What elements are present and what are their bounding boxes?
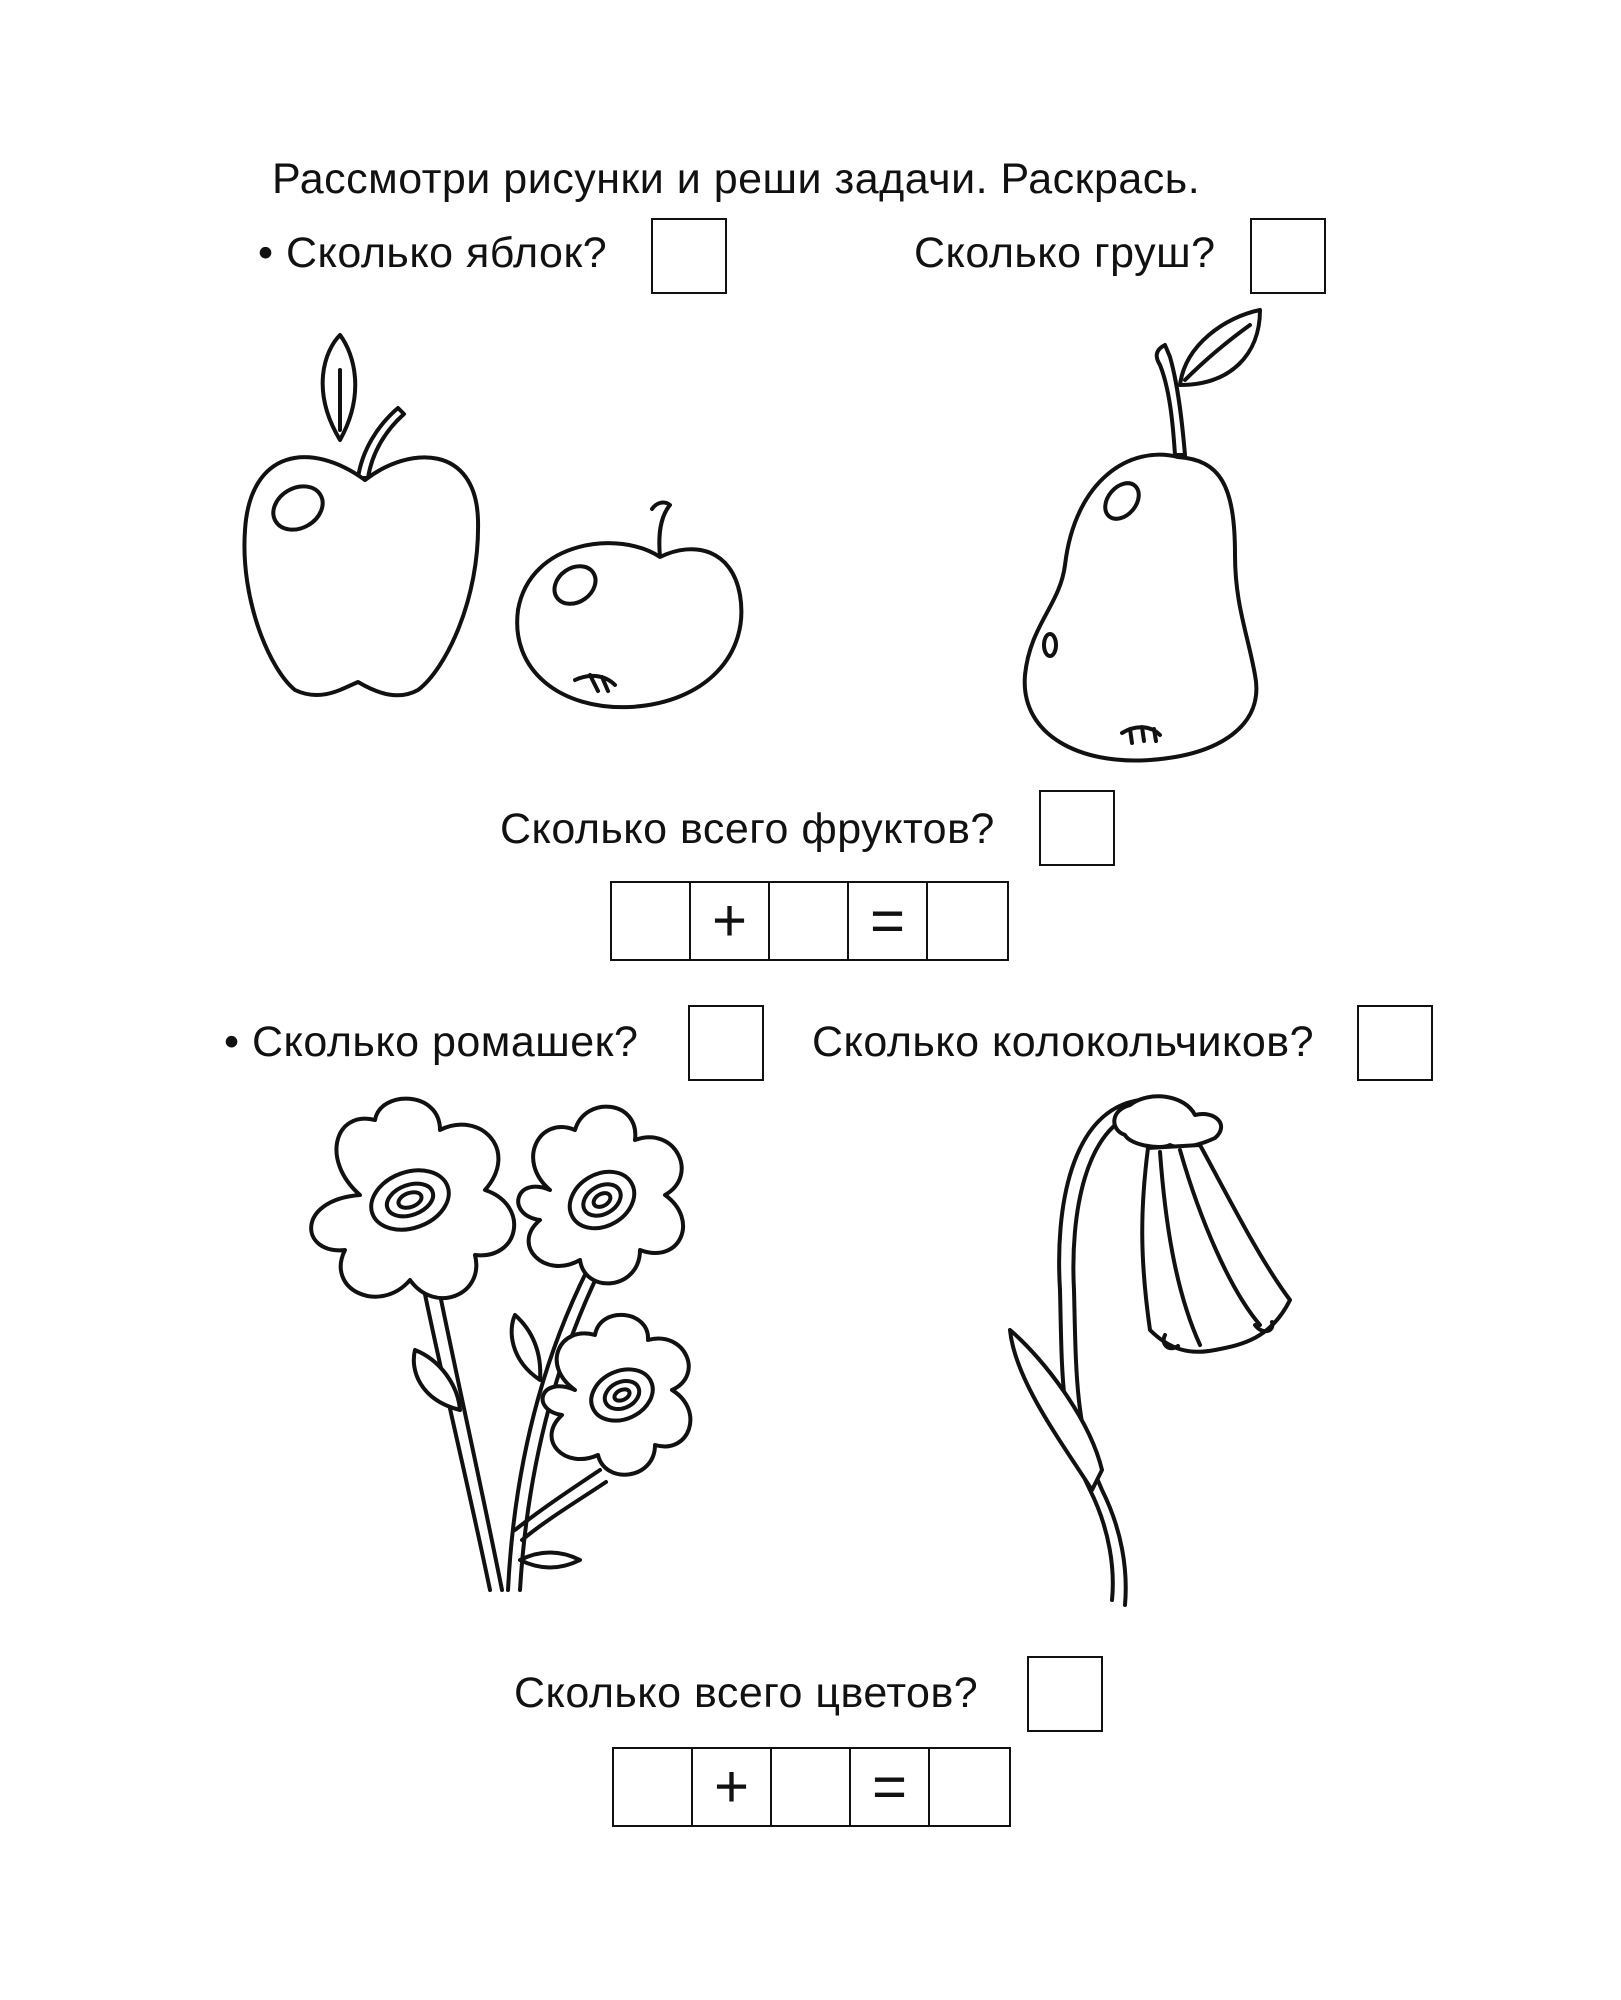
bellflower-icon	[1000, 1090, 1300, 1610]
bells-question: Сколько колокольчиков?	[812, 1018, 1314, 1066]
equation-cell-2[interactable]	[770, 883, 849, 959]
flowers-total-question: Сколько всего цветов?	[514, 1669, 979, 1717]
equals-sign: =	[851, 1749, 930, 1825]
daisy-icon	[543, 1315, 691, 1475]
fruits-total-question: Сколько всего фруктов?	[500, 805, 995, 853]
plus-sign: +	[693, 1749, 772, 1825]
pears-question: Сколько груш?	[914, 229, 1216, 277]
equals-sign: =	[849, 883, 928, 959]
daisy-icon	[518, 1107, 683, 1284]
apples-answer-box[interactable]	[651, 218, 727, 294]
equation-cell-result[interactable]	[928, 883, 1007, 959]
flowers-total-answer-box[interactable]	[1027, 1656, 1103, 1732]
daisies-illustration	[240, 1090, 750, 1600]
fruits-equation	[610, 881, 1009, 961]
apples-question: • Сколько яблок?	[258, 229, 608, 277]
bells-answer-box[interactable]	[1357, 1005, 1433, 1081]
equation-cell-2[interactable]	[772, 1749, 851, 1825]
equation-cell-result[interactable]	[930, 1749, 1009, 1825]
daisies-question: • Сколько ромашек?	[224, 1018, 639, 1066]
fruits-total-answer-box[interactable]	[1039, 790, 1115, 866]
equation-cell-1[interactable]	[614, 1749, 693, 1825]
daisies-answer-box[interactable]	[688, 1005, 764, 1081]
flowers-equation	[612, 1747, 1011, 1827]
pear-icon	[1010, 305, 1270, 775]
daisy-icon	[311, 1099, 514, 1298]
pears-answer-box[interactable]	[1250, 218, 1326, 294]
equation-cell-1[interactable]	[612, 883, 691, 959]
apple-icon	[240, 330, 490, 700]
instruction-text: Рассмотри рисунки и реши задачи. Раскрась.	[272, 155, 1201, 203]
plus-sign: +	[691, 883, 770, 959]
apple-icon	[510, 495, 750, 715]
